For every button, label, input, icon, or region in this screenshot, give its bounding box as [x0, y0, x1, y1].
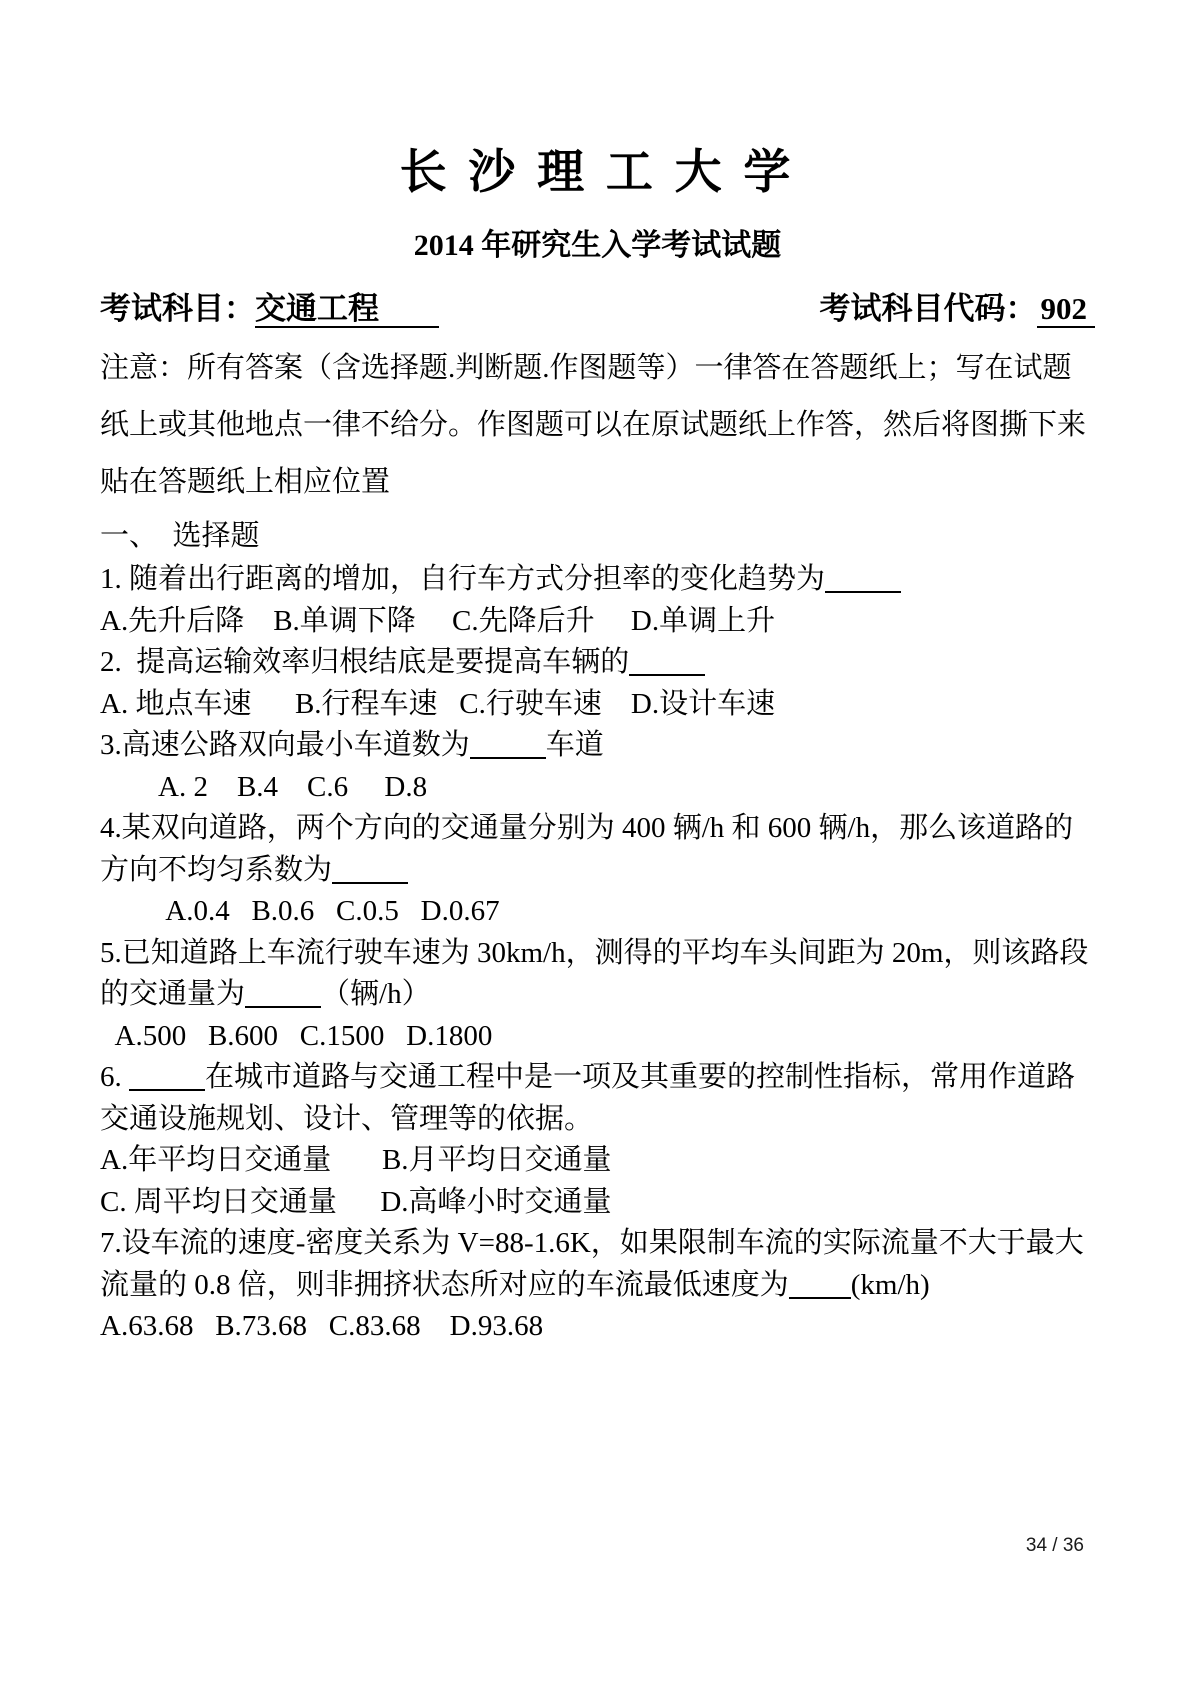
- question-7-options: A.63.68 B.73.68 C.83.68 D.93.68: [100, 1310, 544, 1342]
- answer-blank: [629, 668, 705, 676]
- answer-blank: [789, 1291, 851, 1299]
- answer-blank: [470, 751, 546, 759]
- question-7-text-post: (km/h): [850, 1268, 930, 1301]
- subject-value: 交通工程: [255, 291, 439, 328]
- question-2-options: A. 地点车速 B.行程车速 C.行驶车速 D.设计车速: [100, 687, 776, 720]
- notice-block: [100, 340, 1095, 511]
- notice-line-1: 注意：所有答案（含选择题.判断题.作图题等）一律答在答题纸上；写在试题: [100, 352, 1072, 384]
- answer-blank: [129, 1083, 205, 1091]
- question-2-text: 2. 提高运输效率归根结底是要提高车辆的: [100, 646, 630, 678]
- subject-code-field: [820, 288, 1096, 330]
- question-7-stem-line-2: [100, 1265, 1095, 1307]
- answer-blank: [332, 876, 408, 884]
- question-5-text-pre: 的交通量为: [100, 978, 246, 1010]
- subject-label: 考试科目：: [100, 291, 255, 326]
- question-4-options: A.0.4 B.0.6 C.0.5 D.0.67: [100, 895, 500, 927]
- question-1-stem: [100, 559, 1095, 601]
- notice-line-2: 纸上或其他地点一律不给分。作图题可以在原试题纸上作答，然后将图撕下来: [100, 409, 1087, 441]
- subject-row: [100, 288, 1095, 330]
- question-list: [100, 559, 1095, 1348]
- question-7-text-pre: 流量的 0.8 倍，则非拥挤状态所对应的车流最低速度为: [100, 1268, 789, 1301]
- exam-title: 2014 年研究生入学考试试题: [413, 229, 782, 262]
- subject-code-value: 902: [1037, 291, 1096, 328]
- question-4-stem-line-2: [100, 850, 1095, 892]
- subject-field: [100, 288, 439, 330]
- question-6-stem-line-1: [100, 1057, 1095, 1099]
- question-3-options: A. 2 B.4 C.6 D.8: [100, 770, 428, 803]
- answer-blank: [825, 585, 901, 593]
- question-5-options: A.500 B.600 C.1500 D.1800: [100, 1019, 493, 1052]
- page-number: 34 / 36: [1025, 1535, 1084, 1556]
- question-1-options: A.先升后降 B.单调下降 C.先降后升 D.单调上升: [100, 604, 776, 637]
- question-6-number: 6.: [100, 1061, 129, 1093]
- question-2-stem: [100, 642, 1095, 684]
- question-3-text-post: 车道: [545, 729, 604, 761]
- question-1-text: 1. 随着出行距离的增加，自行车方式分担率的变化趋势为: [100, 563, 826, 595]
- question-6-stem-line-2: 交通设施规划、设计、管理等的依据。: [100, 1102, 594, 1135]
- question-7-stem-line-1: 7.设车流的速度-密度关系为 V=88-1.6K，如果限制车流的实际流量不大于最大: [100, 1227, 1084, 1259]
- question-5-text-post: （辆/h）: [321, 978, 431, 1010]
- question-4-text-pre: 方向不均匀系数为: [100, 853, 333, 886]
- notice-line-3: 贴在答题纸上相应位置: [100, 466, 391, 498]
- question-3-stem: [100, 725, 1095, 767]
- answer-blank: [245, 1000, 321, 1008]
- question-5-stem-line-1: 5.已知道路上车流行驶车速为 30km/h，测得的平均车头间距为 20m，则该路段: [100, 936, 1089, 969]
- question-6-options-row-2: C. 周平均日交通量 D.高峰小时交通量: [100, 1185, 612, 1218]
- page-content: [100, 144, 1095, 1348]
- subject-code-label: 考试科目代码：: [819, 291, 1037, 326]
- question-6-text-post: 在城市道路与交通工程中是一项及其重要的控制性指标，常用作道路: [205, 1061, 1076, 1093]
- university-title: 长 沙 理 工 大 学: [399, 147, 796, 199]
- question-6-options-row-1: A.年平均日交通量 B.月平均日交通量: [100, 1144, 612, 1176]
- section-heading: 一、 选择题: [100, 520, 260, 552]
- question-4-stem-line-1: 4.某双向道路，两个方向的交通量分别为 400 辆/h 和 600 辆/h，那么该道路的: [100, 812, 1074, 844]
- question-5-stem-line-2: [100, 974, 1095, 1016]
- question-3-text-pre: 3.高速公路双向最小车道数为: [100, 729, 470, 761]
